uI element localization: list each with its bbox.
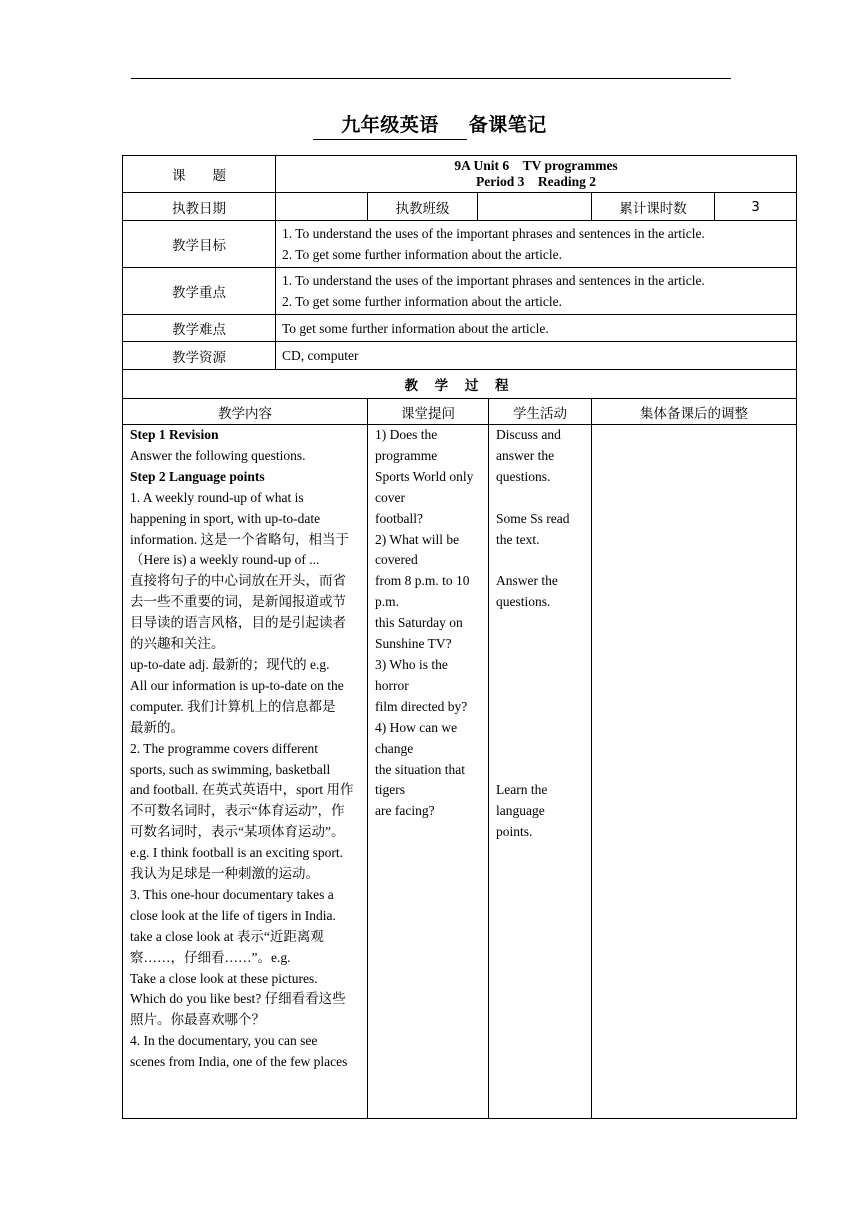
process-body-row (123, 425, 797, 1119)
activity-spacer (496, 550, 586, 571)
activity-line: answer the (496, 447, 555, 463)
question-line: from 8 p.m. to 10 p.m. (375, 573, 470, 610)
topic-value (276, 156, 797, 193)
question-line: 2) What will be covered (375, 531, 460, 568)
keypoints-label: 教学重点 (123, 268, 276, 315)
resources-row (123, 342, 797, 370)
content-line: 我认为足球是一种刺激的运动。 (130, 866, 319, 882)
question-line: football? (375, 510, 423, 526)
content-line: computer. 我们计算机上的信息都是 (130, 698, 336, 714)
content-line: scenes from India, one of the few places (130, 1054, 348, 1070)
content-line: （Here is) a weekly round-up of ... (130, 552, 320, 568)
content-line: Take a close look at these pictures. (130, 970, 318, 986)
topic-row (123, 156, 797, 193)
difficult-row (123, 315, 797, 342)
activity-spacer (496, 697, 586, 718)
content-line: information. 这是一个省略句，相当于 (130, 531, 349, 547)
keypoints-value (276, 268, 797, 315)
class-value (478, 193, 592, 221)
content-line: 1. A weekly round-up of what is (130, 489, 304, 505)
hours-label: 累计课时数 (592, 193, 715, 221)
date-row (123, 193, 797, 221)
hours-value: 3 (715, 193, 797, 221)
activity-spacer (496, 718, 586, 739)
content-line: close look at the life of tigers in India. (130, 907, 336, 923)
content-line: 目导读的语言风格，目的是引起读者 (130, 615, 346, 631)
col-header-adjustments: 集体备课后的调整 (592, 399, 797, 425)
content-line: up-to-date adj. 最新的；现代的 e.g. (130, 656, 330, 672)
question-line: this Saturday on (375, 615, 463, 631)
difficult-value: To get some further information about the article. (276, 315, 797, 342)
activity-line: questions. (496, 594, 551, 610)
difficult-label: 教学难点 (123, 315, 276, 342)
resources-label: 教学资源 (123, 342, 276, 370)
content-line: sports, such as swimming, basketball (130, 761, 331, 777)
activity-spacer (496, 759, 586, 780)
class-label: 执教班级 (368, 193, 478, 221)
header-rule (131, 78, 731, 79)
question-line: film directed by? (375, 698, 468, 714)
question-line: Sports World only cover (375, 468, 474, 505)
question-line: Sunshine TV? (375, 636, 452, 652)
topic-line-1: 9A Unit 6 TV programmes (454, 158, 618, 173)
question-line: 4) How can we change (375, 719, 458, 756)
col-header-content: 教学内容 (123, 399, 368, 425)
process-heading: 教 学 过 程 (123, 370, 797, 399)
activity-spacer (496, 488, 586, 509)
questions-column (368, 425, 489, 1119)
activity-line: the text. (496, 531, 540, 547)
content-line: 去一些不重要的词，是新闻报道或节 (130, 594, 346, 610)
content-line: 照片。你最喜欢哪个？ (130, 1012, 265, 1028)
page-title (0, 110, 860, 140)
activity-spacer (496, 634, 586, 655)
goals-value (276, 221, 797, 268)
content-line: 2. The programme covers different (130, 740, 319, 756)
activity-line: Discuss and (496, 427, 561, 442)
activities-column (489, 425, 592, 1119)
activity-spacer (496, 738, 586, 759)
process-column-headers (123, 399, 797, 425)
question-line: 3) Who is the horror (375, 656, 448, 693)
keypoint-item: 2. To get some further information about the article. (282, 294, 562, 309)
content-line: happening in sport, with up-to-date (130, 510, 321, 526)
activity-line: Answer the (496, 573, 558, 589)
activity-spacer (496, 676, 586, 697)
content-line: 3. This one-hour documentary takes a (130, 886, 334, 902)
activity-line: questions. (496, 468, 551, 484)
question-line: the situation that tigers (375, 761, 465, 798)
title-subject: 九年级英语 (313, 110, 467, 140)
topic-line-2: Period 3 Reading 2 (476, 174, 596, 189)
keypoint-item: 1. To understand the uses of the important phrases and sentences in the article. (282, 273, 705, 288)
content-line: 察……，仔细看……”。e.g. (130, 949, 291, 965)
content-line: 直接将句子的中心词放在开头，而省 (130, 573, 346, 589)
content-line: 不可数名词时，表示“体育运动”，作 (130, 803, 345, 819)
goal-item: 2. To get some further information about the article. (282, 247, 562, 262)
date-label: 执教日期 (123, 193, 276, 221)
content-line: 4. In the documentary, you can see (130, 1033, 318, 1049)
content-line: 的兴趣和关注。 (130, 636, 225, 652)
col-header-questions: 课堂提问 (368, 399, 489, 425)
content-line: 可数名词时，表示“某项体育运动”。 (130, 824, 345, 840)
content-line: take a close look at 表示“近距离观 (130, 928, 324, 944)
content-line: All our information is up-to-date on the (130, 677, 344, 693)
goals-row (123, 221, 797, 268)
activity-line: Learn the (496, 782, 548, 798)
question-line: 1) Does the programme (375, 427, 438, 463)
question-line: are facing? (375, 803, 435, 819)
content-line: Which do you like best? 仔细看看这些 (130, 991, 346, 1007)
process-heading-row (123, 370, 797, 399)
date-value (276, 193, 368, 221)
content-line: and football. 在英式英语中，sport 用作 (130, 782, 354, 798)
col-header-activities: 学生活动 (489, 399, 592, 425)
content-line: 最新的。 (130, 719, 184, 735)
adjustments-column (592, 425, 797, 1119)
activity-line: points. (496, 824, 533, 840)
lesson-plan-table (122, 155, 797, 1119)
step-1-heading: Step 1 Revision (130, 427, 219, 442)
activity-spacer (496, 655, 586, 676)
topic-label: 课 题 (123, 156, 276, 193)
goal-item: 1. To understand the uses of the important phrases and sentences in the article. (282, 226, 705, 241)
activity-spacer (496, 613, 586, 634)
content-column (123, 425, 368, 1119)
keypoints-row (123, 268, 797, 315)
content-line: Answer the following questions. (130, 447, 306, 463)
resources-value: CD, computer (276, 342, 797, 370)
activity-line: Some Ss read (496, 510, 570, 526)
content-line: e.g. I think football is an exciting sport. (130, 845, 343, 861)
step-2-heading: Step 2 Language points (130, 468, 265, 484)
goals-label: 教学目标 (123, 221, 276, 268)
title-rest: 备课笔记 (468, 114, 547, 136)
activity-line: language (496, 803, 545, 819)
